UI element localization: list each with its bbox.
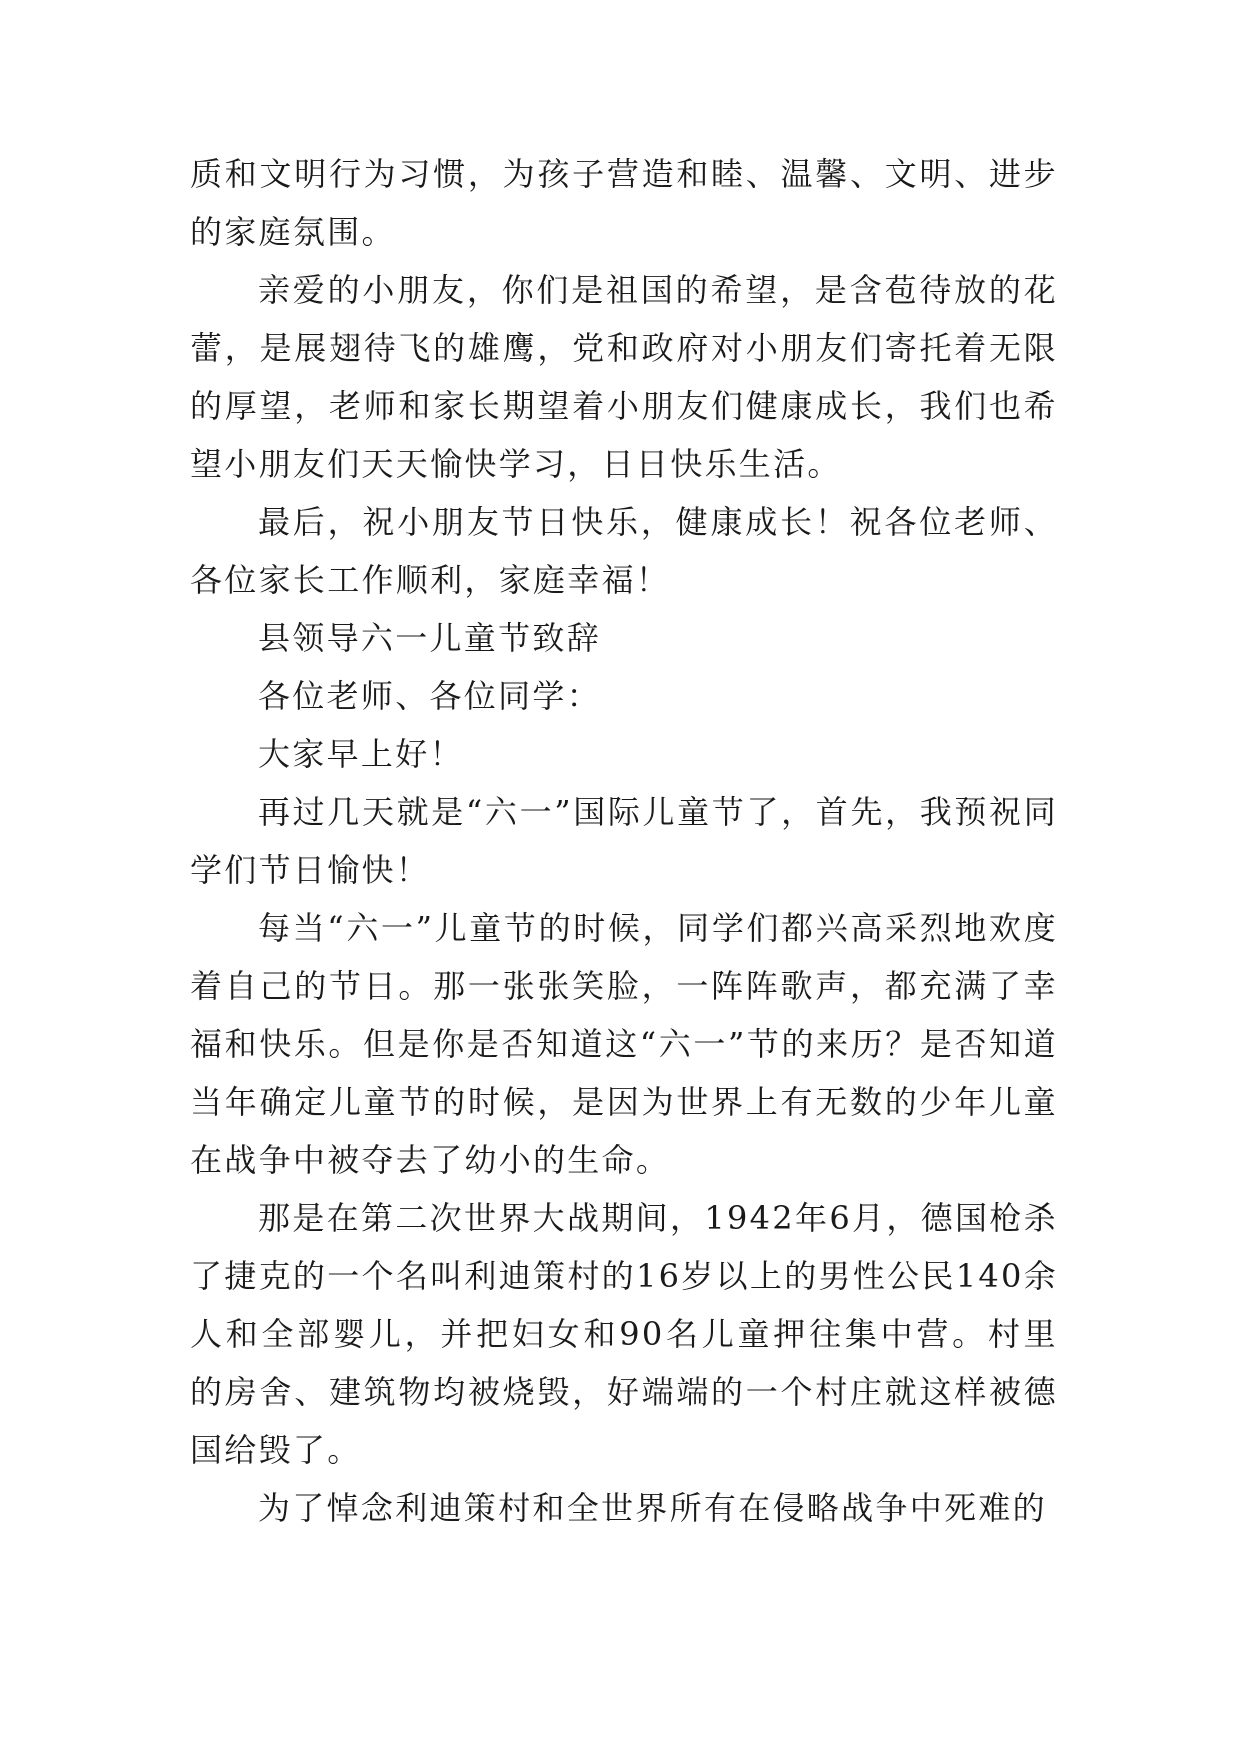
document-page — [190, 145, 1058, 1537]
paragraph: 质和文明行为习惯，为孩子营造和睦、温馨、文明、进步的家庭氛围。 — [190, 155, 1058, 251]
paragraph: 最后，祝小朋友节日快乐，健康成长！祝各位老师、各位家长工作顺利，家庭幸福！ — [190, 503, 1058, 599]
section-title: 县领导六一儿童节致辞 — [258, 619, 602, 657]
paragraph: 为了悼念利迪策村和全世界所有在侵略战争中死难的 — [258, 1489, 1047, 1527]
paragraph: 每当“六一”儿童节的时候，同学们都兴高采烈地欢度着自己的节日。那一张张笑脸，一阵阵歌声，都充满了幸福和快乐。但是你是否知道这“六一”节的来历？是否知道当年确定儿童节的时候，是因为世界上有无数的少年儿童在战争中被夺去了幼小的生命。 — [190, 909, 1058, 1179]
paragraph: 亲爱的小朋友，你们是祖国的希望，是含苞待放的花蕾，是展翅待飞的雄鹰，党和政府对小朋友们寄托着无限的厚望，老师和家长期望着小朋友们健康成长，我们也希望小朋友们天天愉快学习，日日快乐生活。 — [190, 271, 1058, 483]
paragraph: 那是在第二次世界大战期间，1942年6月，德国枪杀了捷克的一个名叫利迪策村的16岁以上的男性公民140余人和全部婴儿，并把妇女和90名儿童押往集中营。村里的房舍、建筑物均被烧毁，好端端的一个村庄就这样被德国给毁了。 — [190, 1199, 1058, 1469]
greeting: 大家早上好！ — [258, 735, 464, 773]
paragraph: 再过几天就是“六一”国际儿童节了，首先，我预祝同学们节日愉快！ — [190, 793, 1058, 889]
salutation: 各位老师、各位同学： — [258, 677, 602, 715]
